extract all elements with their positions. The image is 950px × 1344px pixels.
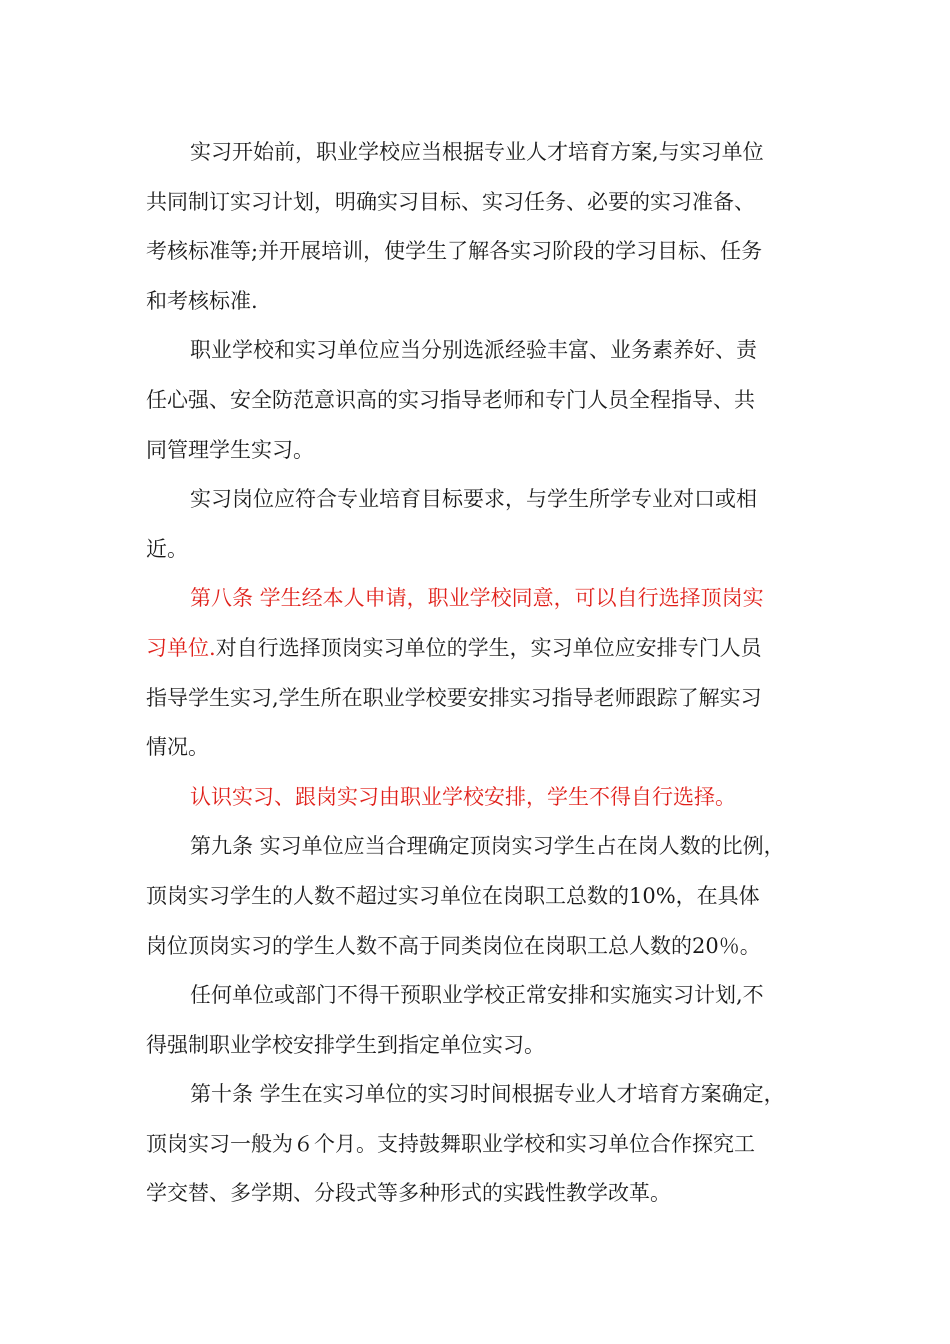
text-line <box>146 475 816 525</box>
text-line <box>146 1070 816 1120</box>
body-text: 实习开始前，职业学校应当根据专业人才培育方案,与实习单位 <box>190 140 764 164</box>
paragraph <box>146 1070 816 1219</box>
body-text: 考核标准等;并开展培训，使学生了解各实习阶段的学习目标、任务 <box>146 239 763 264</box>
body-text: 顶岗实习一般为６个月。支持鼓舞职业学校和实习单位合作探究工 <box>146 1131 755 1156</box>
text-line <box>146 723 816 773</box>
text-line <box>146 872 816 922</box>
body-text: 和考核标准. <box>146 288 258 313</box>
text-line <box>146 971 816 1021</box>
text-line <box>146 1120 816 1170</box>
paragraph <box>146 326 816 475</box>
body-text: 近。 <box>146 536 188 561</box>
text-line <box>146 277 816 327</box>
text-line <box>146 922 816 972</box>
text-line <box>146 822 816 872</box>
body-text: 对自行选择顶岗实习单位的学生，实习单位应安排专门人员 <box>215 635 762 660</box>
text-line <box>146 128 816 178</box>
body-text: 共同制订实习计划，明确实习目标、实习任务、必要的实习准备、 <box>146 189 755 214</box>
body-text: 实习岗位应符合专业培育目标要求，与学生所学专业对口或相 <box>190 487 757 512</box>
text-line <box>146 376 816 426</box>
highlighted-text: 习单位. <box>146 635 216 660</box>
text-line <box>146 624 816 674</box>
body-text: 同管理学生实习。 <box>146 437 314 462</box>
body-text: 顶岗实习学生的人数不超过实习单位在岗职工总数的10%，在具体 <box>146 883 760 908</box>
paragraph <box>146 128 816 326</box>
text-line <box>146 178 816 228</box>
body-text: 任心强、安全防范意识高的实习指导老师和专门人员全程指导、共 <box>146 387 755 412</box>
body-text: 职业学校和实习单位应当分别选派经验丰富、业务素养好、责 <box>190 338 757 363</box>
text-line <box>146 1021 816 1071</box>
body-text: 指导学生实习,学生所在职业学校要安排实习指导老师跟踪了解实习 <box>146 685 762 710</box>
text-line <box>146 773 816 823</box>
body-text: 任何单位或部门不得干预职业学校正常安排和实施实习计划,不 <box>190 983 764 1008</box>
text-line <box>146 227 816 277</box>
paragraph <box>146 822 816 971</box>
document-body <box>146 128 816 1219</box>
highlighted-text: 认识实习、跟岗实习由职业学校安排，学生不得自行选择。 <box>190 784 736 809</box>
paragraph <box>146 574 816 772</box>
paragraph <box>146 475 816 574</box>
body-text: 第九条 实习单位应当合理确定顶岗实习学生占在岗人数的比例， <box>190 834 785 859</box>
paragraph <box>146 971 816 1070</box>
highlighted-text: 第八条 学生经本人申请，职业学校同意，可以自行选择顶岗实 <box>190 586 764 611</box>
body-text: 第十条 学生在实习单位的实习时间根据专业人才培育方案确定， <box>190 1082 785 1107</box>
text-line <box>146 1169 816 1219</box>
body-text: 情况。 <box>146 735 209 760</box>
text-line <box>146 426 816 476</box>
paragraph <box>146 773 816 823</box>
body-text: 得强制职业学校安排学生到指定单位实习。 <box>146 1032 545 1057</box>
text-line <box>146 674 816 724</box>
text-line <box>146 326 816 376</box>
body-text: 岗位顶岗实习的学生人数不高于同类岗位在岗职工总人数的20％。 <box>146 933 761 958</box>
body-text: 学交替、多学期、分段式等多种形式的实践性教学改革。 <box>146 1181 671 1206</box>
text-line <box>146 574 816 624</box>
text-line <box>146 525 816 575</box>
